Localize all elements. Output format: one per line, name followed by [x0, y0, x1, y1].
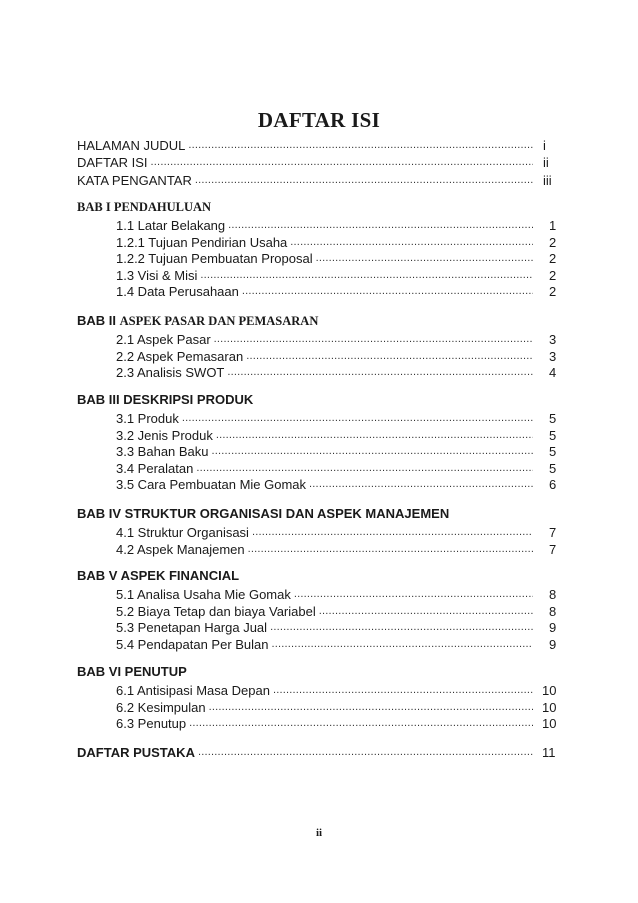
toc-entry-label: 1.3 Visi & Misi — [116, 268, 200, 283]
toc-entry-page: 3 — [549, 332, 557, 347]
toc-entry-page: 5 — [549, 411, 557, 426]
leader-dots — [242, 284, 533, 299]
chapter-title: BAB I PENDAHULUAN — [77, 200, 212, 214]
toc-entry-page: 6 — [549, 477, 557, 493]
toc-entry-page: 7 — [549, 541, 557, 557]
toc-entry-page: 8 — [549, 603, 557, 619]
chapter-title: BAB III DESKRIPSI PRODUK — [77, 392, 254, 407]
toc-entry-label: 2.1 Aspek Pasar — [116, 332, 214, 347]
front-matter-entry — [77, 171, 533, 188]
front-matter-entry — [77, 136, 533, 153]
toc-entry — [116, 635, 533, 652]
leader-dots — [214, 332, 533, 347]
toc-entry-label: HALAMAN JUDUL — [77, 138, 188, 153]
toc-entry-page: 4 — [549, 365, 557, 381]
leader-dots — [189, 716, 533, 731]
toc-entry — [116, 330, 533, 347]
toc-entry-page: 10 — [542, 699, 557, 715]
toc-entry-label: 5.4 Pendapatan Per Bulan — [116, 637, 272, 652]
toc-entry — [116, 714, 533, 731]
toc-entry-label: 3.1 Produk — [116, 411, 182, 426]
toc-entry — [116, 266, 533, 283]
chapter-heading — [77, 568, 239, 583]
chapter-heading — [77, 664, 187, 679]
leader-dots — [248, 542, 533, 557]
toc-entry — [116, 459, 533, 476]
toc-entry-page: 5 — [549, 444, 557, 460]
toc-entry-page: 1 — [549, 218, 557, 233]
toc-entry-page: 11 — [542, 745, 556, 760]
toc-entry-label: DAFTAR PUSTAKA — [77, 745, 198, 760]
leader-dots — [309, 477, 533, 492]
toc-entry — [116, 475, 533, 492]
leader-dots — [273, 683, 533, 698]
leader-dots — [228, 218, 533, 233]
toc-entry — [116, 523, 533, 540]
toc-entry-page: 2 — [549, 284, 557, 300]
toc-entry-page: 3 — [549, 348, 557, 364]
toc-entry-label: 1.1 Latar Belakang — [116, 218, 228, 233]
leader-dots — [270, 620, 533, 635]
leader-dots — [200, 268, 533, 283]
front-matter-entry — [77, 153, 533, 170]
leader-dots — [216, 428, 533, 443]
leader-dots — [227, 365, 533, 380]
toc-entry-label: 5.2 Biaya Tetap dan biaya Variabel — [116, 604, 319, 619]
chapter-title: ASPEK PASAR DAN PEMASARAN — [119, 314, 319, 328]
toc-entry-page: 2 — [549, 234, 557, 250]
leader-dots — [182, 411, 533, 426]
toc-entry-label: DAFTAR ISI — [77, 155, 151, 170]
leader-dots — [294, 587, 533, 602]
toc-entry — [116, 249, 533, 266]
chapter-title: BAB VI PENUTUP — [77, 664, 187, 679]
toc-entry-label: 2.2 Aspek Pemasaran — [116, 349, 246, 364]
leader-dots — [151, 155, 533, 170]
chapter-heading — [77, 313, 318, 329]
toc-entry-label: 3.3 Bahan Baku — [116, 444, 212, 459]
toc-entry-page: i — [543, 138, 546, 153]
toc-entry-page: 2 — [549, 251, 557, 267]
toc-entry-label: 2.3 Analisis SWOT — [116, 365, 227, 380]
toc-entry-label: 6.3 Penutup — [116, 716, 189, 731]
toc-entry — [116, 216, 533, 233]
leader-dots — [252, 525, 533, 540]
leader-dots — [246, 349, 533, 364]
toc-entry-page: 5 — [549, 427, 557, 443]
toc-entry — [116, 602, 533, 619]
chapter-title: BAB V ASPEK FINANCIAL — [77, 568, 240, 583]
leader-dots — [188, 138, 533, 153]
leader-dots — [196, 461, 533, 476]
toc-entry-label: KATA PENGANTAR — [77, 173, 195, 188]
chapter-heading — [77, 506, 449, 521]
back-matter-entry — [77, 743, 533, 760]
toc-entry — [116, 347, 533, 364]
toc-entry-label: 6.1 Antisipasi Masa Depan — [116, 683, 273, 698]
toc-entry — [116, 681, 533, 698]
leader-dots — [316, 251, 533, 266]
toc-entry — [116, 282, 533, 299]
leader-dots — [209, 700, 533, 715]
toc-entry-label: 1.2.1 Tujuan Pendirian Usaha — [116, 235, 290, 250]
toc-entry — [116, 426, 533, 443]
toc-entry-label: 1.2.2 Tujuan Pembuatan Proposal — [116, 251, 316, 266]
leader-dots — [272, 637, 533, 652]
leader-dots — [195, 173, 533, 188]
toc-entry-page: 5 — [549, 460, 557, 476]
toc-entry-label: 3.4 Peralatan — [116, 461, 196, 476]
leader-dots — [212, 444, 533, 459]
toc-entry — [116, 442, 533, 459]
leader-dots — [290, 235, 533, 250]
toc-entry-label: 5.3 Penetapan Harga Jual — [116, 620, 270, 635]
toc-entry-label: 3.2 Jenis Produk — [116, 428, 216, 443]
toc-entry — [116, 233, 533, 250]
toc-entry-label: 1.4 Data Perusahaan — [116, 284, 242, 299]
toc-entry-label: 3.5 Cara Pembuatan Mie Gomak — [116, 477, 309, 492]
chapter-prefix: BAB II — [77, 313, 120, 328]
page-title: DAFTAR ISI — [257, 108, 381, 132]
toc-entry-label: 4.1 Struktur Organisasi — [116, 525, 252, 540]
toc-entry — [116, 540, 533, 557]
chapter-heading — [77, 392, 253, 407]
toc-entry-page: ii — [543, 155, 549, 171]
page-number: ii — [315, 827, 323, 839]
toc-entry-page: 7 — [549, 525, 557, 540]
chapter-heading — [77, 199, 211, 215]
toc-entry-page: 8 — [549, 587, 557, 602]
chapter-title: BAB IV STRUKTUR ORGANISASI DAN ASPEK MANAJEMEN — [77, 506, 450, 521]
toc-entry — [116, 585, 533, 602]
toc-entry-page: iii — [543, 172, 552, 188]
toc-entry-page: 10 — [542, 716, 557, 732]
toc-entry-page: 2 — [549, 267, 557, 283]
toc-entry — [116, 409, 533, 426]
toc-entry-page: 10 — [542, 683, 557, 698]
toc-entry — [116, 618, 533, 635]
leader-dots — [198, 745, 533, 760]
toc-entry — [116, 363, 533, 380]
toc-entry-label: 6.2 Kesimpulan — [116, 700, 209, 715]
toc-entry-label: 4.2 Aspek Manajemen — [116, 542, 248, 557]
leader-dots — [319, 604, 533, 619]
toc-entry — [116, 698, 533, 715]
toc-entry-label: 5.1 Analisa Usaha Mie Gomak — [116, 587, 294, 602]
toc-entry-page: 9 — [549, 620, 557, 636]
toc-entry-page: 9 — [549, 636, 557, 652]
